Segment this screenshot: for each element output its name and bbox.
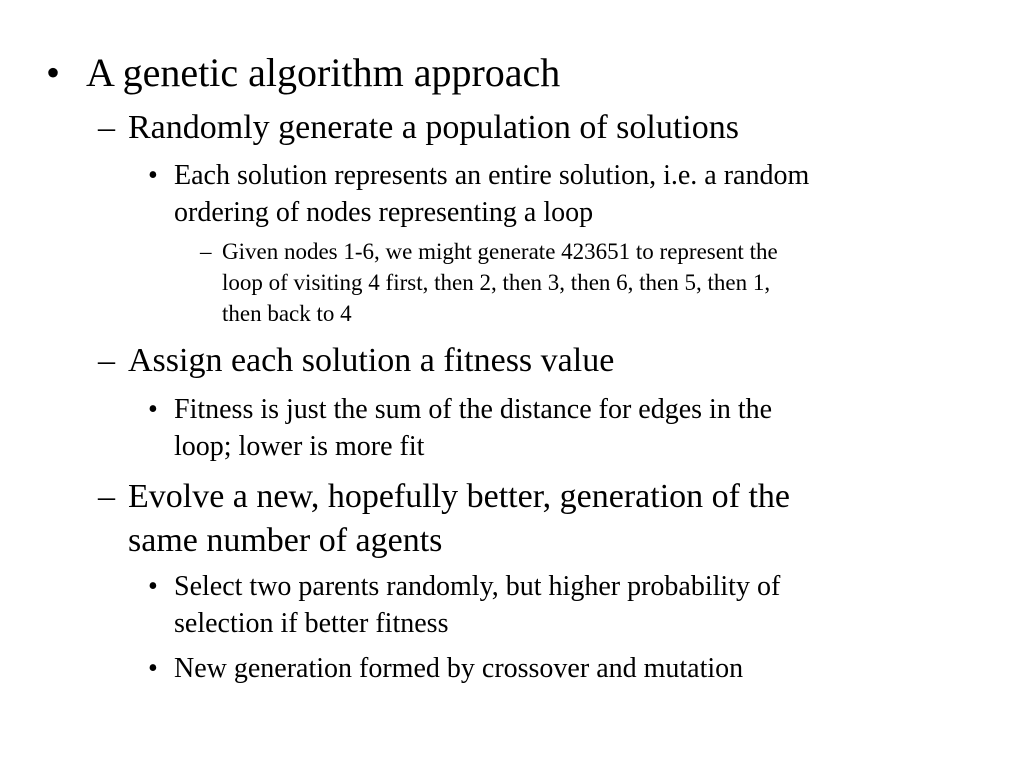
bullet-text-line: ordering of nodes representing a loop: [174, 197, 594, 228]
bullet-text-line: Evolve a new, hopefully better, generation of the: [128, 478, 791, 515]
bullet-randomly-generate-population: [98, 106, 739, 150]
bullet-text: A genetic algorithm approach: [86, 50, 561, 95]
bullet-text: Randomly generate a population of solutions: [128, 109, 739, 146]
dash-marker: –: [98, 478, 115, 515]
bullet-marker: •: [148, 394, 158, 425]
dash-marker: –: [200, 239, 212, 264]
bullet-text-line: loop of visiting 4 first, then 2, then 3, then 6, then 5, then 1,: [222, 270, 771, 295]
bullet-given-nodes-example: [200, 236, 778, 329]
bullet-marker: •: [148, 160, 158, 191]
bullet-text-line: Given nodes 1-6, we might generate 423651 to represent the: [222, 239, 778, 264]
bullet-text-line: Each solution represents an entire solution, i.e. a random: [174, 160, 810, 191]
dash-marker: –: [98, 109, 115, 146]
bullet-each-solution-represents: [148, 157, 809, 231]
bullet-marker: •: [148, 571, 158, 602]
bullet-marker: •: [46, 50, 61, 95]
bullet-text-line: Select two parents randomly, but higher probability of: [174, 571, 781, 602]
bullet-fitness-definition: [148, 391, 772, 465]
bullet-text: Assign each solution a fitness value: [128, 342, 615, 379]
bullet-text-line: loop; lower is more fit: [174, 431, 425, 462]
bullet-text: New generation formed by crossover and mutation: [174, 653, 744, 684]
bullet-assign-fitness-value: [98, 339, 614, 383]
bullet-select-two-parents: [148, 568, 780, 642]
bullet-text-line: selection if better fitness: [174, 608, 449, 639]
dash-marker: –: [98, 342, 115, 379]
bullet-evolve-new-generation: [98, 475, 790, 563]
bullet-new-generation-formed: [148, 650, 743, 687]
bullet-genetic-algorithm-approach: [46, 50, 560, 96]
bullet-text-line: Fitness is just the sum of the distance for edges in the: [174, 394, 773, 425]
bullet-text-line: same number of agents: [128, 522, 443, 559]
bullet-marker: •: [148, 653, 158, 684]
bullet-text-line: then back to 4: [222, 301, 352, 326]
